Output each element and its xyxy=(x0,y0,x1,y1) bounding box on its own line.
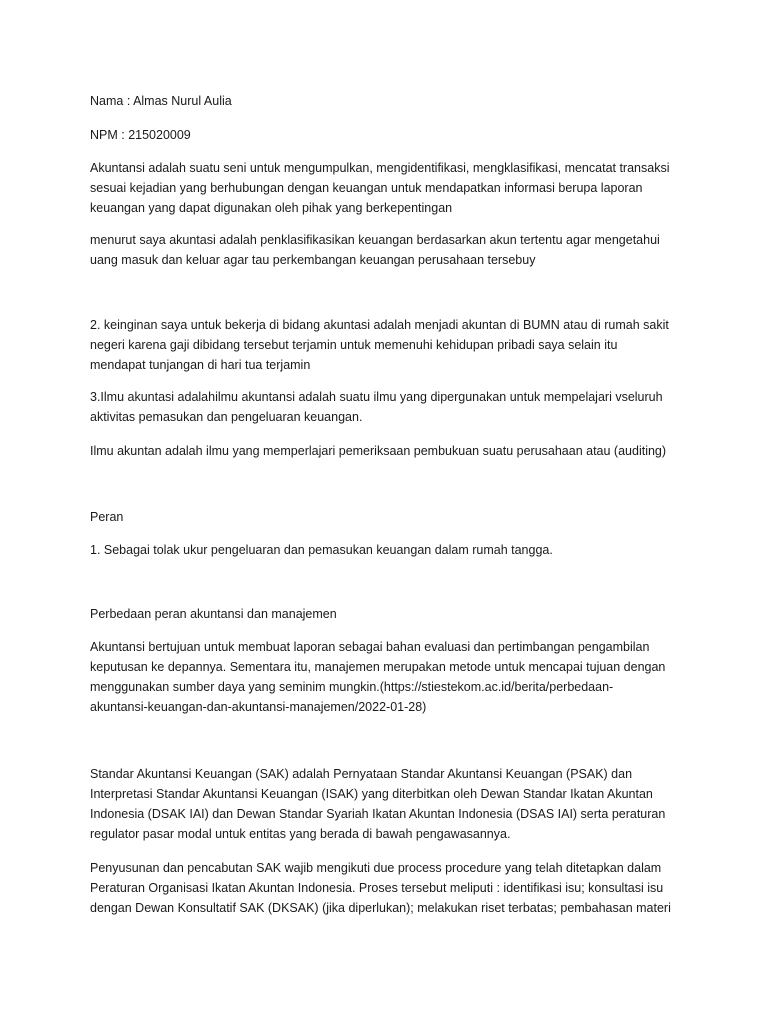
paragraph-line: Akuntansi adalah suatu seni untuk mengumpulkan, mengidentifikasi, mengklasifikasi, mencatat transaksi xyxy=(90,161,670,175)
paragraph-line: dengan Dewan Konsultatif SAK (DKSAK) (jika diperlukan); melakukan riset terbatas; pembahasan materi xyxy=(90,901,671,915)
paragraph-line: Ilmu akuntan adalah ilmu yang memperlajari pemeriksaan pembukuan suatu perusahaan atau (auditing) xyxy=(90,444,667,458)
heading-line: Perbedaan peran akuntansi dan manajemen xyxy=(90,607,337,621)
student-npm xyxy=(90,125,690,145)
paragraph-line: negeri karena gaji dibidang tersebut terjamin untuk memenuhi kehidupan pribadi saya selain itu xyxy=(90,338,618,352)
paragraph-line: Akuntansi bertujuan untuk membuat laporan sebagai bahan evaluasi dan pertimbangan pengambilan xyxy=(90,640,650,654)
heading-line: Peran xyxy=(90,510,124,524)
paragraph-line: Peraturan Organisasi Ikatan Akuntan Indonesia. Proses tersebut meliputi : identifikasi isu; konsultasi isu xyxy=(90,881,664,895)
paragraph-line: keputusan ke depannya. Sementara itu, manajemen merupakan metode untuk mencapai tujuan dengan xyxy=(90,660,666,674)
paragraph-line: keuangan yang dapat digunakan oleh pihak yang berkepentingan xyxy=(90,201,453,215)
paragraph-differences xyxy=(90,637,690,717)
paragraph-sak xyxy=(90,764,690,844)
paragraph-line: Indonesia (DSAK IAI) dan Dewan Standar Syariah Ikatan Akuntan Indonesia (DSAS IAI) serta peraturan xyxy=(90,807,666,821)
paragraph-line: Standar Akuntansi Keuangan (SAK) adalah Pernyataan Standar Akuntansi Keuangan (PSAK) dan xyxy=(90,767,633,781)
paragraph-line: Penyusunan dan pencabutan SAK wajib mengikuti due process procedure yang telah ditetapkan dalam xyxy=(90,861,662,875)
name-line: Nama : Almas Nurul Aulia xyxy=(90,94,232,108)
paragraph-role-item xyxy=(90,540,690,560)
paragraph-line: 3.Ilmu akuntasi adalahilmu akuntansi adalah suatu ilmu yang dipergunakan untuk mempelajari vseluruh xyxy=(90,390,663,404)
student-name xyxy=(90,91,690,111)
paragraph-line: uang masuk dan keluar agar tau perkembangan keuangan perusahaan tersebuy xyxy=(90,253,536,267)
paragraph-due-process xyxy=(90,858,690,918)
paragraph-auditing xyxy=(90,441,690,461)
paragraph-science xyxy=(90,387,690,427)
heading-peran xyxy=(90,507,690,527)
paragraph-line: 2. keinginan saya untuk bekerja di bidang akuntasi adalah menjadi akuntan di BUMN atau di rumah sakit xyxy=(90,318,669,332)
paragraph-definition xyxy=(90,158,690,218)
paragraph-line: 1. Sebagai tolak ukur pengeluaran dan pemasukan keuangan dalam rumah tangga. xyxy=(90,543,553,557)
paragraph-career xyxy=(90,315,690,375)
heading-differences xyxy=(90,604,690,624)
paragraph-line: sesuai kejadian yang berhubungan dengan keuangan untuk mendapatkan informasi berupa laporan xyxy=(90,181,643,195)
paragraph-line: menurut saya akuntasi adalah penklasifikasikan keuangan berdasarkan akun tertentu agar mengetahui xyxy=(90,233,660,247)
paragraph-line: menggunakan sumber daya yang seminim mungkin.(https://stiestekom.ac.id/berita/perbedaan- xyxy=(90,680,614,694)
paragraph-line: akuntansi-keuangan-dan-akuntansi-manajemen/2022-01-28) xyxy=(90,700,427,714)
npm-line: NPM : 215020009 xyxy=(90,128,191,142)
paragraph-line: regulator pasar modal untuk entitas yang berada di bawah pengawasannya. xyxy=(90,827,511,841)
paragraph-opinion xyxy=(90,230,690,270)
paragraph-line: aktivitas pemasukan dan pengeluaran keuangan. xyxy=(90,410,363,424)
paragraph-line: Interpretasi Standar Akuntansi Keuangan (ISAK) yang diterbitkan oleh Dewan Standar Ikatan Akuntan xyxy=(90,787,653,801)
paragraph-line: mendapat tunjangan di hari tua terjamin xyxy=(90,358,311,372)
